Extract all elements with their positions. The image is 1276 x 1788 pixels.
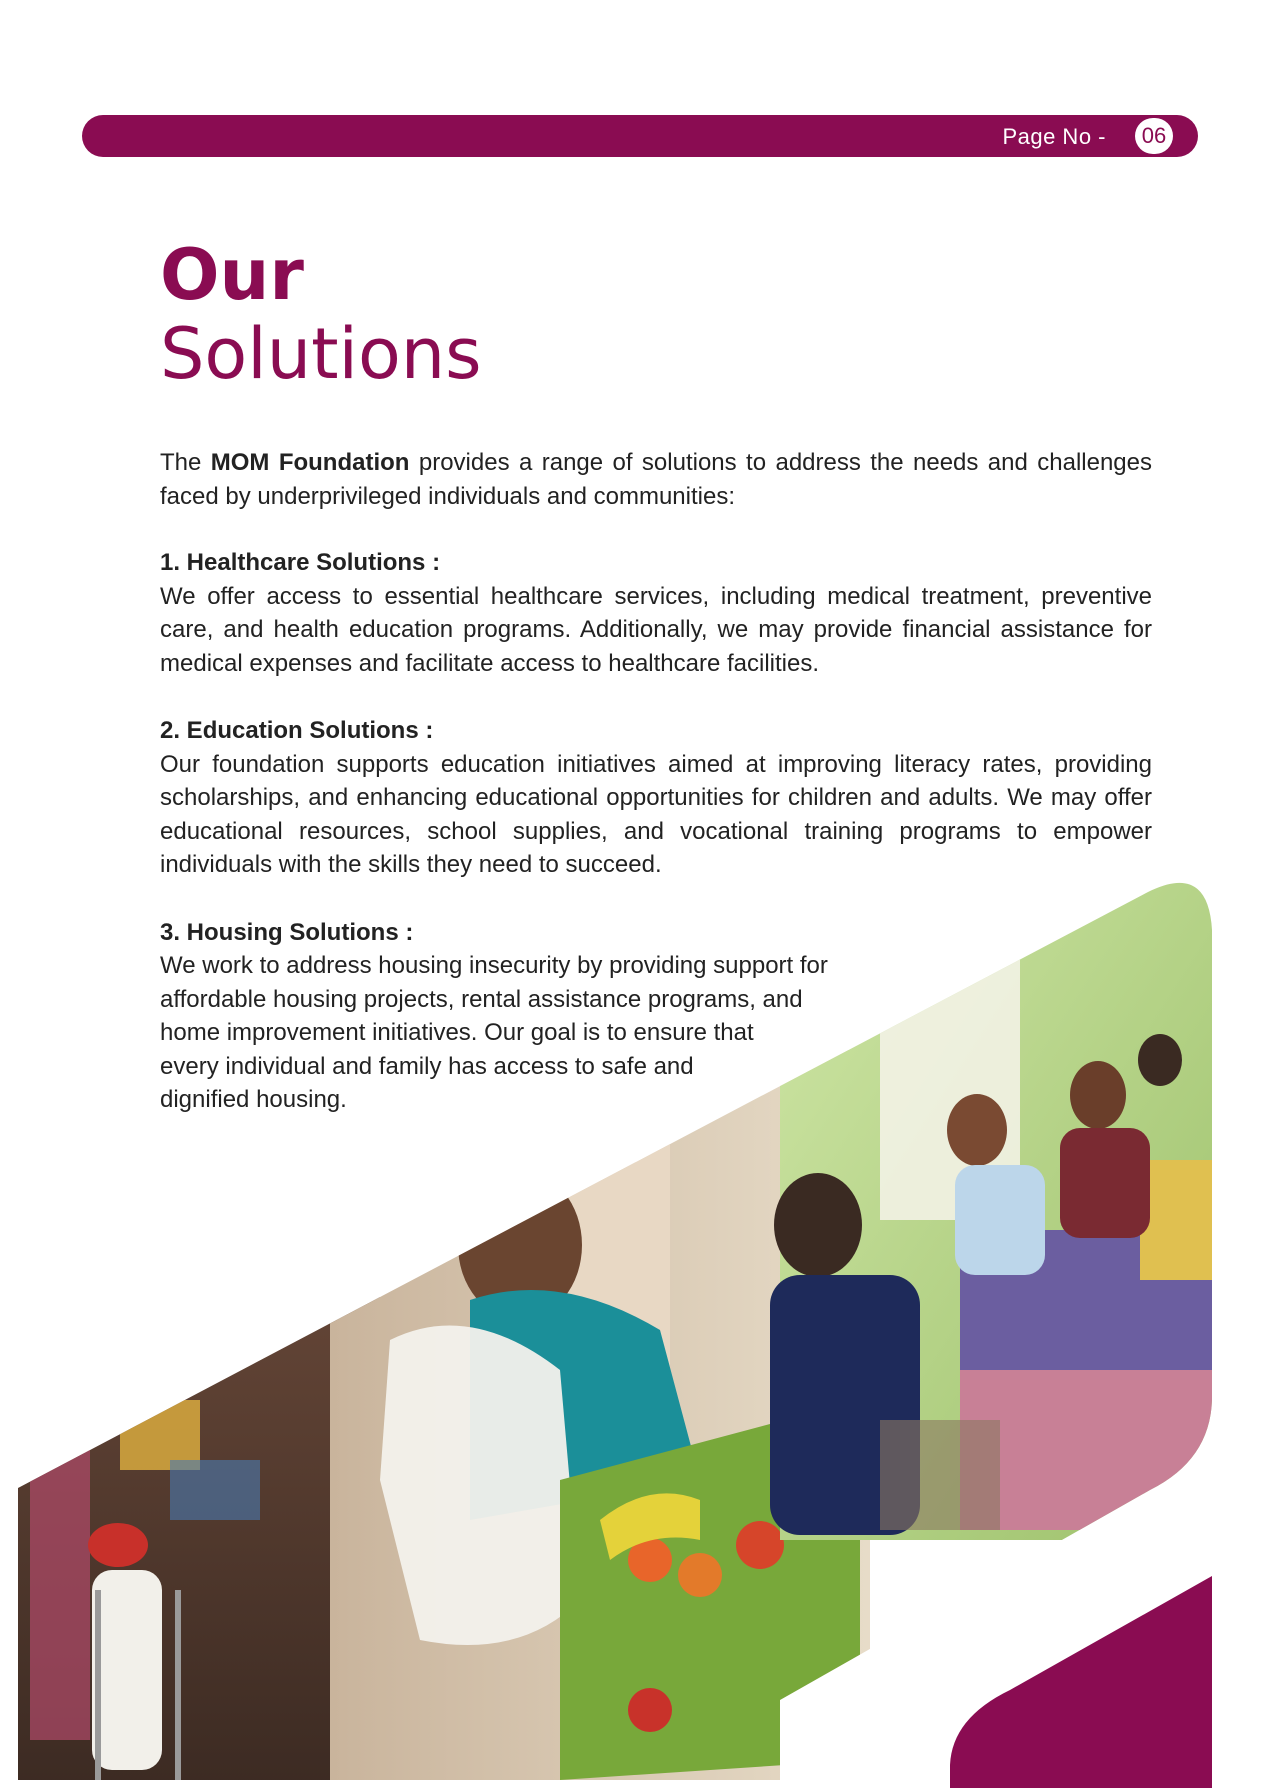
intro-text: provides a range of solutions to address the needs and challenges faced by underprivileged individuals and communities: xyxy=(160,449,1152,510)
content xyxy=(160,446,1152,1151)
section-education xyxy=(160,714,1152,882)
intro-prefix: The xyxy=(160,449,202,476)
section-housing xyxy=(160,916,1152,1117)
section-healthcare xyxy=(160,546,1152,680)
page-label: Page No - xyxy=(1002,124,1106,149)
title-bold: Our xyxy=(160,234,304,316)
org-name: MOM Foundation xyxy=(210,449,410,476)
title-light: Solutions xyxy=(160,313,482,395)
section-body xyxy=(160,949,930,1117)
housing-line: affordable housing projects, rental assistance programs, and xyxy=(160,985,803,1013)
housing-line: home improvement initiatives. Our goal is to ensure that xyxy=(160,1019,754,1046)
section-body: We offer access to essential healthcare services, including medical treatment, preventive care, and health education programs. Additionally, we may provide financial assistance for medical expenses and facilitate access to healthcare facilities. xyxy=(160,582,1152,677)
housing-line: We work to address housing insecurity by providing support for xyxy=(160,952,828,979)
section-heading: 2. Education Solutions : xyxy=(160,717,434,744)
section-heading: 1. Healthcare Solutions : xyxy=(160,549,441,576)
page-number: 06 xyxy=(1135,118,1173,154)
intro-paragraph xyxy=(160,446,1152,513)
section-heading: 3. Housing Solutions : xyxy=(160,918,414,946)
housing-line: every individual and family has access to safe and xyxy=(160,1052,694,1080)
section-body: Our foundation supports education initiatives aimed at improving literacy rates, providing scholarships, and enhancing educational opportunities for children and adults. We may offer educational resources, school supplies, and vocational training programs to empower individuals with the skills they need to succeed. xyxy=(160,750,1152,878)
housing-line: dignified housing. xyxy=(160,1086,347,1113)
